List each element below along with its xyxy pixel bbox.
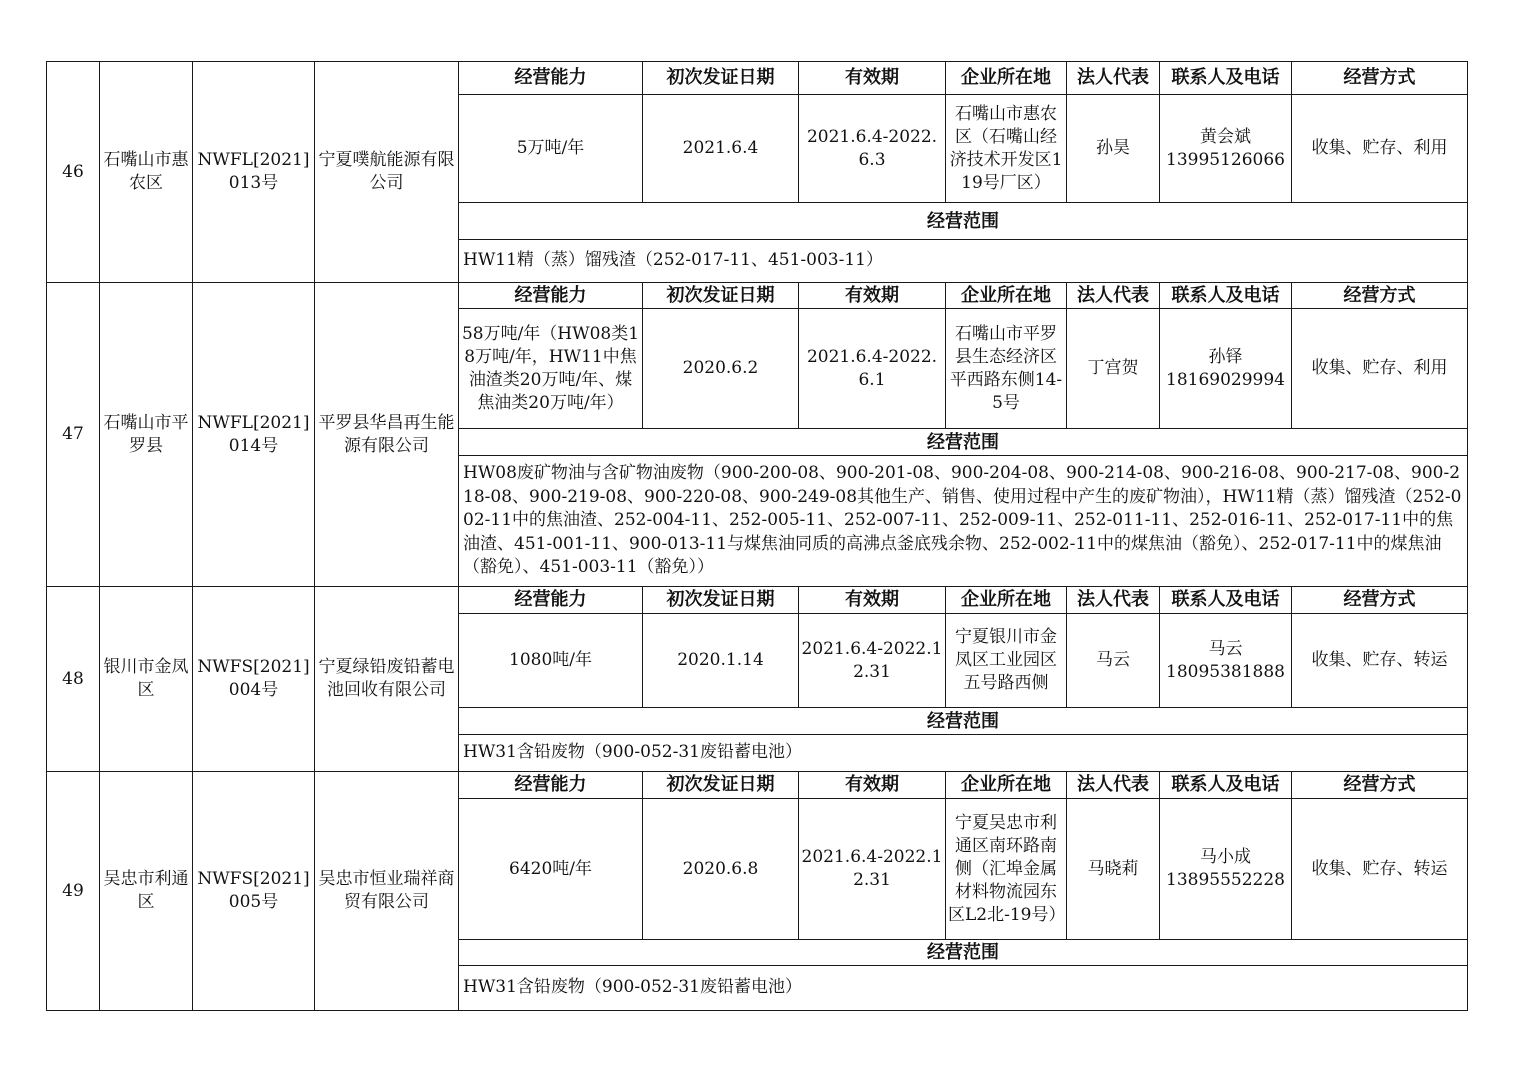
row-number: 46 xyxy=(47,62,100,283)
legal-rep-cell: 马云 xyxy=(1067,614,1160,708)
permit-table xyxy=(46,61,1468,1011)
mode-cell: 收集、贮存、转运 xyxy=(1292,614,1468,708)
scope-header: 经营范围 xyxy=(459,940,1468,966)
contact-phone: 18169029994 xyxy=(1166,369,1285,390)
scope-header: 经营范围 xyxy=(459,429,1468,456)
scope-header: 经营范围 xyxy=(459,203,1468,240)
header-legal-rep: 法人代表 xyxy=(1067,587,1160,614)
company-cell: 宁夏绿铅废铅蓄电池回收有限公司 xyxy=(315,587,459,772)
contact-cell xyxy=(1160,95,1292,203)
district-cell: 石嘴山市平罗县 xyxy=(100,283,193,587)
header-first-date: 初次发证日期 xyxy=(643,587,799,614)
header-mode: 经营方式 xyxy=(1292,283,1468,309)
license-cell: NWFS[2021]005号 xyxy=(193,772,315,1011)
mode-cell: 收集、贮存、利用 xyxy=(1292,309,1468,429)
header-mode: 经营方式 xyxy=(1292,62,1468,95)
mode-cell: 收集、贮存、转运 xyxy=(1292,799,1468,940)
contact-phone: 13895552228 xyxy=(1166,870,1285,890)
license-cell: NWFL[2021]013号 xyxy=(193,62,315,283)
row-number: 47 xyxy=(47,283,100,587)
legal-rep-cell: 马晓莉 xyxy=(1067,799,1160,940)
license-cell: NWFL[2021]014号 xyxy=(193,283,315,587)
contact-phone: 13995126066 xyxy=(1166,149,1285,170)
header-first-date: 初次发证日期 xyxy=(643,772,799,799)
header-legal-rep: 法人代表 xyxy=(1067,283,1160,309)
scope-cell: HW11精（蒸）馏残渣（252-017-11、451-003-11） xyxy=(459,240,1468,283)
location-cell: 石嘴山市惠农区（石嘴山经济技术开发区119号厂区） xyxy=(946,95,1067,203)
table-row xyxy=(47,283,1468,309)
header-capacity: 经营能力 xyxy=(459,62,643,95)
company-cell: 宁夏噗航能源有限公司 xyxy=(315,62,459,283)
header-location: 企业所在地 xyxy=(946,587,1067,614)
validity-cell: 2021.6.4-2022.6.3 xyxy=(799,95,946,203)
contact-name: 黄会斌 xyxy=(1200,126,1251,147)
scope-header: 经营范围 xyxy=(459,708,1468,735)
header-contact: 联系人及电话 xyxy=(1160,587,1292,614)
location-cell: 石嘴山市平罗县生态经济区平西路东侧14-5号 xyxy=(946,309,1067,429)
contact-cell xyxy=(1160,309,1292,429)
first-date-cell: 2021.6.4 xyxy=(643,95,799,203)
validity-cell: 2021.6.4-2022.12.31 xyxy=(799,799,946,940)
table-row xyxy=(47,772,1468,799)
location-cell: 宁夏吴忠市利通区南环路南侧（汇埠金属材料物流园东区L2北-19号） xyxy=(946,799,1067,940)
header-location: 企业所在地 xyxy=(946,772,1067,799)
legal-rep-cell: 丁宫贺 xyxy=(1067,309,1160,429)
header-legal-rep: 法人代表 xyxy=(1067,62,1160,95)
contact-name: 马小成 xyxy=(1200,847,1251,867)
header-validity: 有效期 xyxy=(799,62,946,95)
district-cell: 吴忠市利通区 xyxy=(100,772,193,1011)
header-first-date: 初次发证日期 xyxy=(643,283,799,309)
scope-cell: HW08废矿物油与含矿物油废物（900-200-08、900-201-08、900-204-08、900-214-08、900-216-08、900-217-08、900-218-08、900-219-08、900-220-08、900-249-08其他生产、销售、使用过程中产生的废矿物油），HW11精（蒸）馏残渣（252-002-11中的焦油渣、252-004-11、252-005-11、252-007-11、252-009-11、252-011-11、252-016-11、252-017-11中的焦油渣、451-001-11、900-013-11与煤焦油同质的高沸点釜底残余物、252-002-11中的煤焦油（豁免）、252-017-11中的煤焦油（豁免）、451-003-11（豁免）） xyxy=(459,456,1468,587)
scope-cell: HW31含铅废物（900-052-31废铅蓄电池） xyxy=(459,735,1468,772)
contact-name: 马云 xyxy=(1208,638,1243,659)
row-number: 48 xyxy=(47,587,100,772)
validity-cell: 2021.6.4-2022.12.31 xyxy=(799,614,946,708)
header-contact: 联系人及电话 xyxy=(1160,283,1292,309)
header-capacity: 经营能力 xyxy=(459,283,643,309)
header-validity: 有效期 xyxy=(799,587,946,614)
district-cell: 石嘴山市惠农区 xyxy=(100,62,193,283)
header-capacity: 经营能力 xyxy=(459,772,643,799)
license-cell: NWFS[2021]004号 xyxy=(193,587,315,772)
first-date-cell: 2020.1.14 xyxy=(643,614,799,708)
contact-name: 孙铎 xyxy=(1208,346,1243,367)
first-date-cell: 2020.6.2 xyxy=(643,309,799,429)
header-capacity: 经营能力 xyxy=(459,587,643,614)
capacity-cell: 5万吨/年 xyxy=(459,95,643,203)
capacity-cell: 6420吨/年 xyxy=(459,799,643,940)
header-validity: 有效期 xyxy=(799,772,946,799)
table-row xyxy=(47,587,1468,614)
row-number: 49 xyxy=(47,772,100,1011)
header-contact: 联系人及电话 xyxy=(1160,62,1292,95)
mode-cell: 收集、贮存、利用 xyxy=(1292,95,1468,203)
contact-cell xyxy=(1160,799,1292,940)
table-row xyxy=(47,62,1468,95)
first-date-cell: 2020.6.8 xyxy=(643,799,799,940)
location-cell: 宁夏银川市金凤区工业园区五号路西侧 xyxy=(946,614,1067,708)
header-location: 企业所在地 xyxy=(946,62,1067,95)
contact-cell xyxy=(1160,614,1292,708)
contact-phone: 18095381888 xyxy=(1166,661,1285,682)
scope-cell: HW31含铅废物（900-052-31废铅蓄电池） xyxy=(459,966,1468,1011)
header-location: 企业所在地 xyxy=(946,283,1067,309)
validity-cell: 2021.6.4-2022.6.1 xyxy=(799,309,946,429)
company-cell: 吴忠市恒业瑞祥商贸有限公司 xyxy=(315,772,459,1011)
header-legal-rep: 法人代表 xyxy=(1067,772,1160,799)
district-cell: 银川市金凤区 xyxy=(100,587,193,772)
header-mode: 经营方式 xyxy=(1292,587,1468,614)
legal-rep-cell: 孙昊 xyxy=(1067,95,1160,203)
header-validity: 有效期 xyxy=(799,283,946,309)
header-contact: 联系人及电话 xyxy=(1160,772,1292,799)
capacity-cell: 58万吨/年（HW08类18万吨/年，HW11中焦油渣类20万吨/年、煤焦油类20万吨/年） xyxy=(459,309,643,429)
company-cell: 平罗县华昌再生能源有限公司 xyxy=(315,283,459,587)
capacity-cell: 1080吨/年 xyxy=(459,614,643,708)
header-first-date: 初次发证日期 xyxy=(643,62,799,95)
header-mode: 经营方式 xyxy=(1292,772,1468,799)
